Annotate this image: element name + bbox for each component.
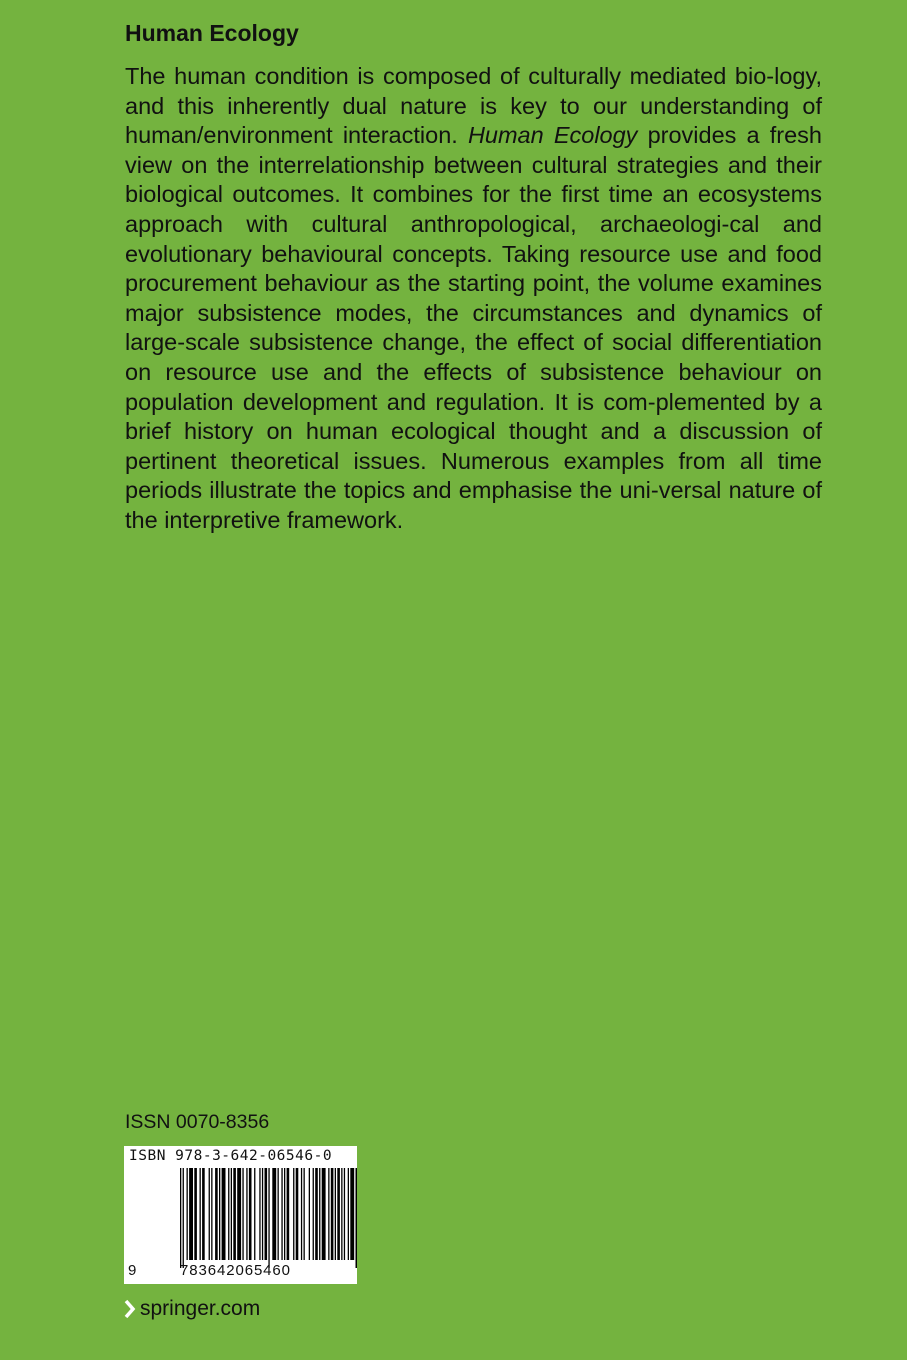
barcode-bar bbox=[262, 1168, 263, 1260]
isbn-label: ISBN 978-3-642-06546-0 bbox=[129, 1148, 333, 1164]
barcode-bar bbox=[337, 1168, 340, 1260]
barcode-bar bbox=[313, 1168, 314, 1260]
barcode-bar bbox=[233, 1168, 236, 1260]
barcode-bar bbox=[281, 1168, 282, 1260]
barcode-bar bbox=[259, 1168, 260, 1260]
barcode-bar bbox=[309, 1168, 310, 1260]
barcode-bar bbox=[268, 1168, 269, 1268]
barcode-bar bbox=[335, 1168, 336, 1260]
website-label: springer.com bbox=[140, 1297, 261, 1320]
barcode-bar bbox=[246, 1168, 247, 1260]
barcode-bar bbox=[187, 1168, 188, 1260]
issn-number: ISSN 0070-8356 bbox=[125, 1111, 270, 1133]
barcode-bar bbox=[315, 1168, 318, 1260]
barcode-bar bbox=[265, 1168, 268, 1260]
chevron-right-icon bbox=[124, 1299, 136, 1319]
description-part-2: provides a fresh view on the interrelationship between cultural strategies and their biological outcomes. It combines for the first time an ecosystems approach with cultural anthropological, archaeologi-cal and evolutionary behavioural concepts. Taking resource use and food procurement behaviour as the starting point, the volume examines major subsistence modes, the circumstances and dynamics of large-scale subsistence change, the effect of social differentiation on resource use and the effects of subsistence behaviour on population development and regulation. It is com-plemented by a brief history on human ecological thought and a discussion of pertinent theoretical issues. Numerous examples from all time periods illustrate the topics and emphasise the uni-versal nature of the interpretive framework. bbox=[125, 122, 822, 533]
barcode-bar bbox=[350, 1168, 354, 1260]
barcode-bar bbox=[304, 1168, 305, 1260]
publisher-website[interactable] bbox=[124, 1297, 260, 1321]
barcode-bar bbox=[272, 1168, 276, 1260]
barcode-digits: 783642065460 bbox=[180, 1262, 291, 1279]
barcode-bar bbox=[200, 1168, 201, 1260]
barcode-bar bbox=[180, 1168, 181, 1268]
barcode-bar bbox=[254, 1168, 255, 1260]
barcode-bar bbox=[219, 1168, 220, 1260]
barcode-bar bbox=[344, 1168, 345, 1260]
barcode-bar bbox=[228, 1168, 229, 1260]
barcode-bar bbox=[215, 1168, 218, 1260]
barcode-bar bbox=[296, 1168, 299, 1260]
barcode-bar bbox=[341, 1168, 342, 1260]
barcode-bar bbox=[331, 1168, 334, 1260]
barcode-bar bbox=[284, 1168, 285, 1260]
barcode-bar bbox=[189, 1168, 193, 1260]
barcode-bar bbox=[211, 1168, 212, 1260]
barcode-bar bbox=[287, 1168, 290, 1260]
barcode-bar bbox=[293, 1168, 294, 1260]
barcode-bar bbox=[301, 1168, 302, 1260]
book-description bbox=[125, 62, 822, 536]
barcode-bar bbox=[194, 1168, 197, 1260]
barcode-bar bbox=[242, 1168, 243, 1260]
barcode-bar bbox=[231, 1168, 232, 1260]
barcode-bar bbox=[319, 1168, 320, 1260]
barcode-bar bbox=[322, 1168, 326, 1260]
barcode-bar bbox=[202, 1168, 205, 1260]
barcode-bar bbox=[249, 1168, 252, 1260]
barcode-bar bbox=[183, 1168, 184, 1268]
isbn-barcode bbox=[124, 1146, 357, 1284]
barcode-bar bbox=[348, 1168, 349, 1260]
description-italic-title: Human Ecology bbox=[467, 122, 638, 149]
description-part-1: The human condition is composed of culturally mediated bio-logy, and this inherently dual nature is key to our understanding of human/environment interaction. bbox=[125, 63, 822, 149]
barcode-bar bbox=[209, 1168, 210, 1260]
book-title: Human Ecology bbox=[125, 20, 299, 46]
barcode-first-digit: 9 bbox=[128, 1262, 137, 1279]
barcode-bar bbox=[328, 1168, 329, 1260]
barcode-bar bbox=[356, 1168, 358, 1268]
barcode-bar bbox=[222, 1168, 226, 1260]
barcode-bar bbox=[237, 1168, 241, 1260]
barcode-bar bbox=[278, 1168, 279, 1260]
